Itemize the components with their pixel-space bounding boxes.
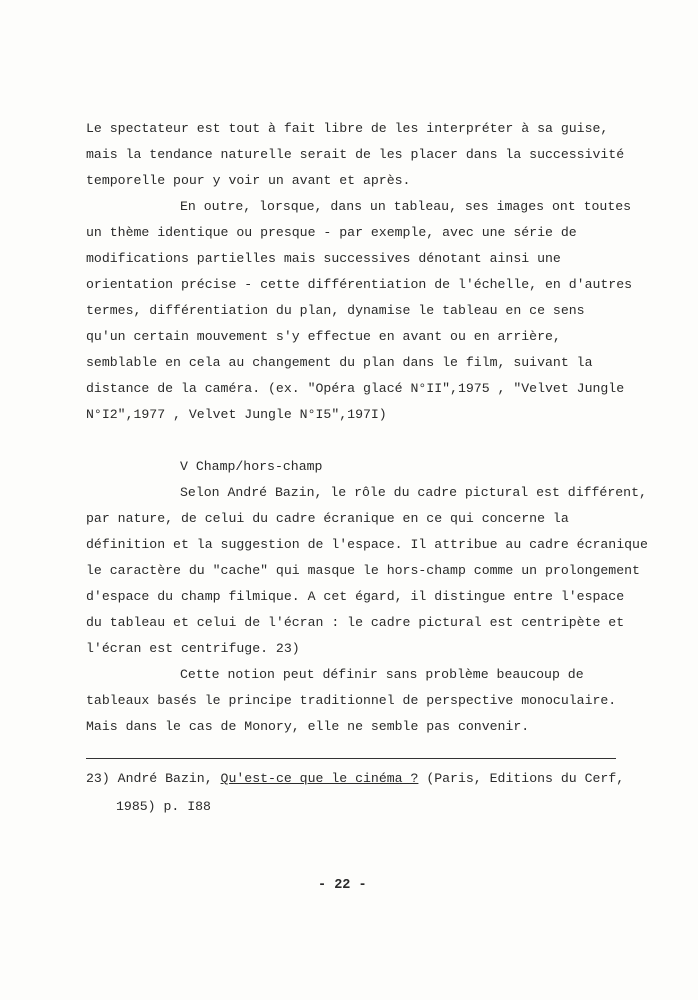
- footnote-book-title: Qu'est-ce que le cinéma ?: [220, 771, 419, 786]
- page-number: - 22 -: [318, 878, 367, 893]
- body-line: qu'un certain mouvement s'y effectue en avant ou en arrière,: [86, 329, 561, 344]
- footnote-divider: [86, 758, 616, 759]
- body-line: Cette notion peut définir sans problème beaucoup de: [180, 667, 584, 682]
- footnote-line: 1985) p. I88: [116, 799, 211, 814]
- body-line: Mais dans le cas de Monory, elle ne semble pas convenir.: [86, 719, 530, 734]
- body-line: un thème identique ou presque - par exemple, avec une série de: [86, 225, 577, 240]
- body-line: modifications partielles mais successives dénotant ainsi une: [86, 251, 561, 266]
- body-line: le caractère du "cache" qui masque le hors-champ comme un prolongement: [86, 563, 640, 578]
- body-line: définition et la suggestion de l'espace. Il attribue au cadre écranique: [86, 537, 648, 552]
- body-line: d'espace du champ filmique. A cet égard, il distingue entre l'espace: [86, 589, 625, 604]
- footnote-suffix: (Paris, Editions du Cerf,: [418, 771, 625, 786]
- footnote-prefix: 23) André Bazin,: [86, 771, 221, 786]
- body-line: mais la tendance naturelle serait de les placer dans la successivité: [86, 147, 625, 162]
- body-line: orientation précise - cette différentiation de l'échelle, en d'autres: [86, 277, 633, 292]
- body-line: termes, différentiation du plan, dynamise le tableau en ce sens: [86, 303, 585, 318]
- body-line: En outre, lorsque, dans un tableau, ses images ont toutes: [180, 199, 632, 214]
- body-line: du tableau et celui de l'écran : le cadre pictural est centripète et: [86, 615, 625, 630]
- body-line: distance de la caméra. (ex. "Opéra glacé N°II",1975 , "Velvet Jungle: [86, 381, 625, 396]
- body-line: Le spectateur est tout à fait libre de les interpréter à sa guise,: [86, 121, 609, 136]
- body-line: semblable en cela au changement du plan dans le film, suivant la: [86, 355, 593, 370]
- body-line: temporelle pour y voir un avant et après.: [86, 173, 411, 188]
- body-line: par nature, de celui du cadre écranique en ce qui concerne la: [86, 511, 569, 526]
- section-heading: V Champ/hors-champ: [180, 459, 323, 474]
- body-line: tableaux basés le principe traditionnel de perspective monoculaire.: [86, 693, 617, 708]
- body-line: Selon André Bazin, le rôle du cadre pictural est différent,: [180, 485, 647, 500]
- body-line: l'écran est centrifuge. 23): [86, 641, 300, 656]
- footnote-line: [86, 771, 624, 787]
- body-line: N°I2",1977 , Velvet Jungle N°I5",197I): [86, 407, 387, 422]
